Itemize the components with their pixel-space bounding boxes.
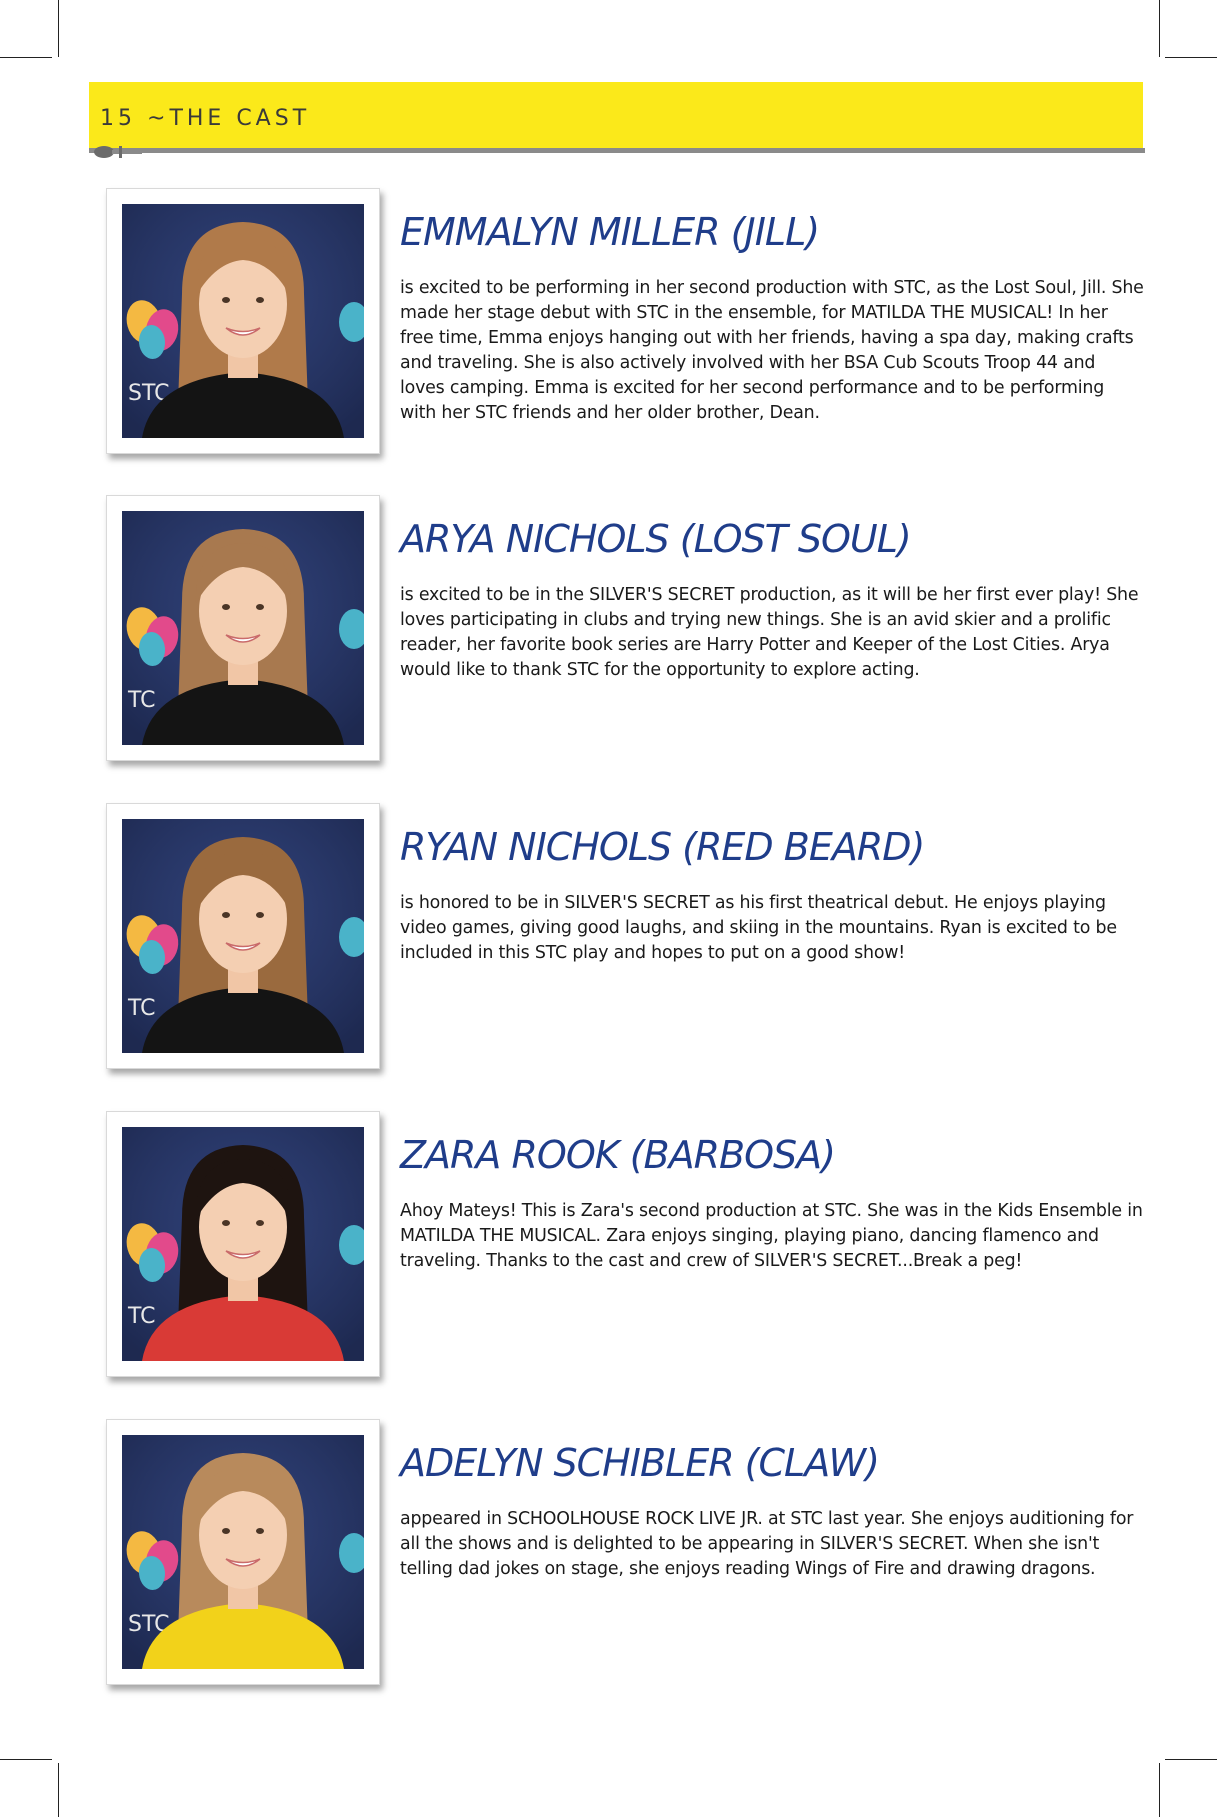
headshot-photo bbox=[122, 1127, 364, 1361]
crop-mark bbox=[0, 1759, 52, 1760]
page-number: 15 bbox=[100, 106, 136, 131]
svg-text:STC: STC bbox=[128, 381, 170, 406]
page-header bbox=[100, 106, 310, 131]
crop-mark bbox=[1165, 1759, 1217, 1760]
crop-mark bbox=[0, 57, 52, 58]
crop-mark bbox=[58, 1763, 59, 1817]
header-rule bbox=[89, 148, 1145, 153]
headshot-frame bbox=[106, 188, 380, 454]
headshot-frame bbox=[106, 495, 380, 761]
headshot-photo bbox=[122, 819, 364, 1053]
cast-member-bio: is excited to be in the SILVER'S SECRET production, as it will be her first ever play! She loves participating in clubs and trying new things. She is an avid skier and a prolific reader, her favorite book series are Harry Potter and Keeper of the Lost Cities. Arya would like to thank STC for the opportunity to explore acting. bbox=[400, 585, 1139, 680]
crop-mark bbox=[1165, 57, 1217, 58]
svg-text:STC: STC bbox=[128, 1612, 170, 1637]
crop-mark bbox=[1159, 1763, 1160, 1817]
headshot-frame bbox=[106, 1419, 380, 1685]
cast-member-bio: is honored to be in SILVER'S SECRET as his first theatrical debut. He enjoys playing video games, giving good laughs, and skiing in the mountains. Ryan is excited to be included in this STC play and hopes to put on a good show! bbox=[400, 893, 1117, 963]
header-separator: ~ bbox=[147, 106, 170, 131]
cast-member-name: ADELYN SCHIBLER (CLAW) bbox=[400, 1441, 879, 1485]
cast-entry bbox=[0, 1111, 1217, 1401]
cast-member-name: RYAN NICHOLS (RED BEARD) bbox=[400, 825, 925, 869]
cast-entry bbox=[0, 1419, 1217, 1709]
svg-text:TC: TC bbox=[128, 1304, 156, 1329]
cast-member-bio: Ahoy Mateys! This is Zara's second production at STC. She was in the Kids Ensemble in MATILDA THE MUSICAL. Zara enjoys singing, playing piano, dancing flamenco and traveling. Thanks to the cast and crew of SILVER'S SECRET...Break a peg! bbox=[400, 1201, 1143, 1271]
svg-text:TC: TC bbox=[128, 688, 156, 713]
cast-member-name: ZARA ROOK (BARBOSA) bbox=[400, 1133, 835, 1177]
cast-member-name: ARYA NICHOLS (LOST SOUL) bbox=[400, 517, 911, 561]
svg-text:TC: TC bbox=[128, 996, 156, 1021]
cast-member-bio: appeared in SCHOOLHOUSE ROCK LIVE JR. at STC last year. She enjoys auditioning for all the shows and is delighted to be appearing in SILVER'S SECRET. When she isn't telling dad jokes on stage, she enjoys reading Wings of Fire and drawing dragons. bbox=[400, 1509, 1134, 1579]
headshot-frame bbox=[106, 1111, 380, 1377]
headshot-photo bbox=[122, 1435, 364, 1669]
sword-hilt-icon bbox=[92, 143, 142, 161]
section-title: THE CAST bbox=[169, 106, 311, 131]
crop-mark bbox=[58, 0, 59, 57]
cast-entry bbox=[0, 188, 1217, 478]
cast-member-name: EMMALYN MILLER (JILL) bbox=[400, 210, 820, 254]
crop-mark bbox=[1159, 0, 1160, 57]
headshot-photo bbox=[122, 511, 364, 745]
cast-entry bbox=[0, 803, 1217, 1093]
cast-entry bbox=[0, 495, 1217, 785]
cast-member-bio: is excited to be performing in her second production with STC, as the Lost Soul, Jill. She made her stage debut with STC in the ensemble, for MATILDA THE MUSICAL! In her free time, Emma enjoys hanging out with her friends, having a spa day, making crafts and traveling. She is also actively involved with her BSA Cub Scouts Troop 44 and loves camping. Emma is excited for her second performance and to be performing with her STC friends and her older brother, Dean. bbox=[400, 278, 1144, 423]
headshot-photo bbox=[122, 204, 364, 438]
headshot-frame bbox=[106, 803, 380, 1069]
